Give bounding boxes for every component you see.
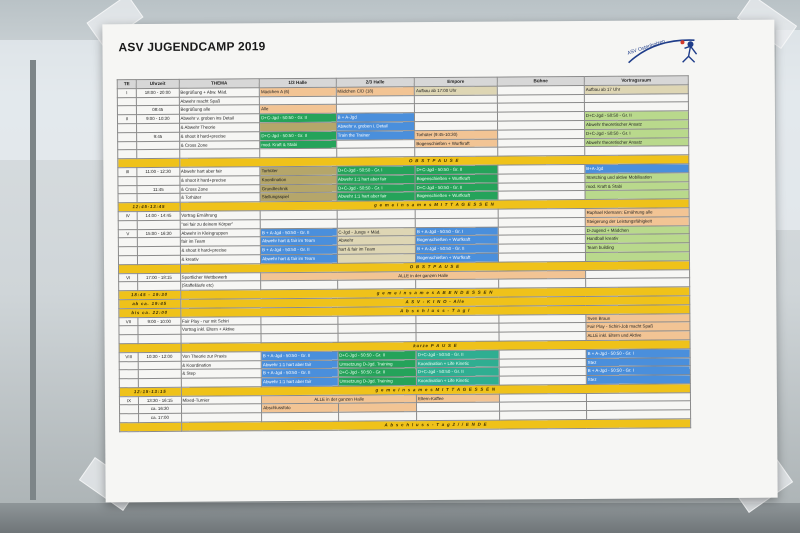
table-cell: Abwehr v. groben i. Detail: [336, 122, 415, 131]
band-label: O B S T P A U S E: [180, 260, 690, 272]
band-time: [118, 158, 180, 167]
table-cell: [119, 282, 138, 291]
table-cell: Abschlussfoto: [262, 404, 338, 413]
table-cell: Handball kreativ: [585, 234, 689, 244]
table-cell: ca. 17:00: [139, 414, 182, 423]
table-cell: Raphael Klemann: Ernährung alle: [585, 208, 689, 218]
table-cell: Train the Trainer: [336, 130, 415, 139]
table-cell: [138, 361, 181, 370]
table-body: [117, 85, 690, 432]
table-cell: & Koordination: [181, 360, 262, 369]
table-cell: [136, 97, 179, 106]
window-pane-left: [0, 40, 104, 160]
table-cell: & Abwehr Theorie: [179, 123, 260, 132]
table-cell: 17:00 - 18:15: [138, 273, 181, 282]
table-cell: B+A-Jgd: [585, 164, 689, 174]
band-time: [119, 343, 181, 352]
table-cell: Koordination: [260, 175, 336, 184]
table-cell: [117, 106, 136, 115]
table-cell: [118, 185, 137, 194]
table-cell: hart & fair im Team: [337, 245, 416, 254]
table-cell: [137, 238, 180, 247]
table-cell: Mädchen C/D (18): [336, 86, 415, 95]
table-cell: Abwehr hart & fair im Team: [261, 237, 337, 246]
table-cell: fair im Team: [180, 237, 261, 246]
table-cell-span: ALLE in der ganzen Halle: [261, 270, 586, 281]
table-cell: Abwehr hart aber fair: [179, 167, 260, 176]
col-header-empore: Empore: [414, 77, 497, 86]
table-cell: D+C-Jgd - 50:50 - Gr. II: [260, 113, 336, 122]
band-label: g e m e i n s a m e s M I T T A G E S S E N: [181, 384, 691, 396]
table-cell: mod. Kraft & Stabi: [260, 140, 336, 149]
table-cell: VII: [119, 317, 138, 326]
band-time: [120, 422, 182, 431]
table-cell: [137, 150, 180, 159]
table-cell: [118, 238, 137, 247]
band-label: g e m e i n s a m e s M I T T A G E S S E N: [180, 199, 690, 211]
col-header-te: TE: [117, 80, 136, 89]
club-logo: [624, 34, 704, 69]
table-cell: IX: [119, 396, 138, 405]
table-cell: Torhüter (9:45-10:30): [415, 130, 498, 139]
table-cell: [118, 150, 137, 159]
table-cell: D+C-Jgd - 50:50 - Gr. II: [260, 131, 336, 140]
table-cell: [118, 194, 137, 203]
table-cell: Stretching und aktive Mobilisation: [585, 173, 689, 183]
table-cell: D+C-Jgd - 50:50 - Gr. II: [416, 350, 499, 359]
table-cell: Abwehr 1:1 hart aber fair: [261, 360, 337, 369]
table-cell: 9:00 - 10:30: [137, 115, 180, 124]
band-time: 18:45 - 19:30: [119, 290, 181, 299]
table-cell: D+C-Jgd - 50:50 - Gr. II: [338, 350, 417, 359]
table-cell: [138, 326, 181, 335]
table-cell: Stez: [586, 357, 690, 367]
col-header-buehne: Bühne: [497, 76, 584, 85]
table-cell: Bogenschießen + Wurfkraft: [415, 191, 498, 200]
band-time: 12:15-13:15: [119, 387, 181, 396]
table-cell: B + A-Jgd - 50:50 - Gr. I: [415, 227, 498, 236]
table-cell: V: [118, 229, 137, 238]
table-cell: [118, 247, 137, 256]
table-cell: Eltern-Kaffee: [417, 394, 500, 403]
table-cell: Abwehr hart & fair im Team: [261, 254, 337, 263]
table-cell: & Cross Zone: [179, 140, 260, 149]
schedule-poster: [102, 20, 777, 503]
table-cell: Abwehr 1:1 hart aber fair: [262, 377, 338, 386]
table-cell: Mädchen A (6): [259, 87, 335, 96]
table-cell: 10:30 - 12:00: [138, 352, 181, 361]
table-cell: D+C-Jgd - 50:50 - Gr. II: [415, 165, 498, 174]
table-cell: Aufbau ab 17:00 Uhr: [414, 86, 497, 95]
table-cell: [119, 379, 138, 388]
table-cell: Bogenschießen + Wurfkraft: [415, 139, 498, 148]
table-cell: [137, 141, 180, 150]
table-cell: Abwehr theoretischer Ansatz: [585, 137, 689, 147]
table-cell: 18:00 - 20:00: [136, 88, 179, 97]
table-cell: & Torhüter: [180, 193, 261, 202]
table-cell: [118, 132, 137, 141]
table-cell: III: [118, 168, 137, 177]
table-cell: D+C-Jgd - 50:50 - Gr. I: [337, 183, 416, 192]
table-cell: D+C-Jgd - 50:50 - Gr. II: [338, 368, 417, 377]
band-label: A b s c h l u s s - T a g I: [180, 304, 690, 316]
table-cell: Alle: [260, 105, 336, 114]
poster-title: ASV JUGENDCAMP 2019: [118, 39, 266, 55]
schedule-table: [117, 75, 691, 432]
table-cell: Vortrag Ernährung: [180, 211, 261, 220]
table-cell: Begrüßung + Abw. Mäd.: [179, 88, 260, 97]
table-cell: Bogenschießen + Wurfkraft: [415, 235, 498, 244]
table-cell: [118, 124, 137, 133]
table-cell: VIII: [119, 352, 138, 361]
band-label: A S V - K I N O - Alle: [180, 296, 690, 308]
table-cell: Team building: [585, 243, 689, 253]
table-cell: & shoot it hard+precise: [179, 132, 260, 141]
band-time: bis ca. 22:00: [119, 308, 181, 317]
table-cell: [119, 405, 138, 414]
band-time: ab ca. 19:45: [119, 299, 181, 308]
col-header-thema: THEMA: [179, 79, 260, 88]
col-header-hall-1-3: 1/3 Halle: [259, 78, 335, 87]
band-time: [119, 264, 181, 273]
table-cell: B + A-Jgd - 50:50 - Gr. II: [261, 369, 337, 378]
table-cell: B + A-Jgd: [336, 113, 415, 122]
col-header-time: Uhrzeit: [136, 79, 179, 88]
table-cell: & shoot it hard+precise: [180, 246, 261, 255]
table-cell: 14:00 - 14:45: [137, 211, 180, 220]
table-cell: [138, 334, 181, 343]
table-cell: Fair Play - nur mit Schiri: [180, 316, 261, 325]
table-cell: Umsetzung D-Jgd. Training: [338, 359, 417, 368]
table-cell: [138, 370, 181, 379]
table-cell: [119, 370, 138, 379]
table-cell: [118, 220, 137, 229]
table-cell: D+C-Jgd - 50:50 - Gr. II: [415, 183, 498, 192]
table-cell: [138, 255, 181, 264]
table-cell: [138, 282, 181, 291]
logo-text: ASV Ostenholzen: [626, 38, 666, 57]
table-cell: [118, 176, 137, 185]
band-label: kurze P A U S E: [181, 340, 691, 352]
table-cell: [137, 176, 180, 185]
table-cell: (Staffelläufe etc): [180, 281, 261, 290]
table-cell: D+C-Jgd - 50:50 - Gr. II: [416, 367, 499, 376]
col-header-hall-2-3: 2/3 Halle: [336, 78, 415, 87]
table-cell: Abwehr 1:1 hart aber fair: [337, 192, 416, 201]
table-cell: Abwehr macht Spaß: [179, 96, 260, 105]
table-cell: & Cross Zone: [180, 184, 261, 193]
table-cell: [138, 378, 181, 387]
table-cell: I: [117, 88, 136, 97]
table-cell: [137, 220, 180, 229]
table-cell: IV: [118, 212, 137, 221]
table-cell: Bogenschießen + Wurfkraft: [416, 253, 499, 262]
table-cell: [118, 256, 137, 265]
table-cell: [119, 361, 138, 370]
table-cell: Bogenschießen + Wurfkraft: [415, 174, 498, 183]
col-header-vortragsraum: Vortragsraum: [584, 76, 688, 86]
table-cell: "sei fair zu deinem Körper": [180, 220, 261, 229]
table-cell: D+C-Jgd - 50:50 - Gr. II: [584, 111, 688, 121]
table-cell: C-Jgd - Jungs + Mäd.: [337, 227, 416, 236]
table-cell: Fair Play - Schiri-Job macht Spaß: [586, 322, 690, 332]
table-cell: 11:00 - 12:30: [137, 167, 180, 176]
table-cell: 11:45: [137, 185, 180, 194]
table-cell: 9:00 - 10:00: [138, 317, 181, 326]
table-cell: VI: [119, 273, 138, 282]
table-cell: Torhüter: [260, 166, 336, 175]
table-cell: mod. Kraft & Stabi: [585, 181, 689, 191]
table-cell: B + A-Jgd - 50:50 - Gr. I: [586, 348, 690, 358]
table-cell: D+C-Jgd - 50:50 - Gr. I: [585, 129, 689, 139]
table-cell: Vortrag inkl. Eltern + Aktive: [180, 325, 261, 334]
table-cell: Umsetzung D-Jgd. Training: [338, 377, 417, 386]
table-cell: Begrüßung alle: [179, 105, 260, 114]
table-cell: & Step: [181, 369, 262, 378]
table-cell: [137, 246, 180, 255]
table-cell: Abwehr: [337, 236, 416, 245]
table-cell: & shoot it hard+precise: [179, 176, 260, 185]
table-cell: [137, 194, 180, 203]
table-cell: Abwehr 1:1 hart aber fair: [337, 174, 416, 183]
band-time: 12:45-13:45: [118, 202, 180, 211]
table-cell: Sportlicher Wettbewerb: [180, 272, 261, 281]
table-cell: Abwehr theoretischer Ansatz: [584, 120, 688, 130]
table-cell-span: ALLE in der ganzen Halle: [262, 394, 417, 404]
table-cell: Sven Braun: [586, 313, 690, 323]
table-cell: B + A-Jgd - 50:50 - Gr. II: [261, 245, 337, 254]
band-label: O B S T P A U S E: [179, 155, 689, 167]
table-cell: Stellungsspiel: [260, 193, 336, 202]
band-label: g e m e i n s a m e s A B E N D E S S E N: [180, 287, 690, 299]
table-cell: & kreativ: [180, 255, 261, 264]
table-cell: B + A-Jgd - 50:50 - Gr. II: [260, 228, 336, 237]
table-cell: Koordination + Life Kinetic: [416, 376, 499, 385]
table-cell: [118, 141, 137, 150]
table-cell: 15:00 - 16:30: [137, 229, 180, 238]
table-cell: [120, 414, 139, 423]
table-cell: Abwehr v. groben ins Detail: [179, 114, 260, 123]
table-cell: [119, 326, 138, 335]
table-cell: D-Jugend + Mädchen: [585, 225, 689, 235]
window-frame-left: [30, 60, 36, 500]
table-cell: Von Theorie zur Praxis: [181, 351, 262, 360]
table-cell: Grundtechnik: [260, 184, 336, 193]
band-label: A b s c h l u s s - T a g 2 / / E N D E: [181, 419, 691, 431]
table-cell: [137, 123, 180, 132]
table-cell: ca. 16:30: [139, 405, 182, 414]
table-cell: Mixed-Turnier: [181, 395, 262, 404]
table-cell: 08:45: [137, 106, 180, 115]
table-cell: B + A-Jgd - 50:50 - Gr. II: [261, 351, 337, 360]
window-pane-right: [776, 30, 800, 230]
table-cell: [117, 97, 136, 106]
table-cell: Aufbau ab 17 Uhr: [584, 85, 688, 95]
table-cell: B + A-Jgd - 50:50 - Gr. I: [586, 366, 690, 376]
table-cell: B + A-Jgd - 50:50 - Gr. II: [416, 244, 499, 253]
table-cell: Stez: [586, 375, 690, 385]
table-cell: Steigerung der Leistungsfähigkeit: [585, 217, 689, 227]
table-cell: [119, 335, 138, 344]
table-cell: 13:30 - 16:15: [139, 396, 182, 405]
table-cell: Abwehr in Kleingruppen: [180, 228, 261, 237]
table-cell: II: [117, 115, 136, 124]
table-cell: 9:45: [137, 132, 180, 141]
table-cell: Koordination + Life Kinetic: [416, 359, 499, 368]
table-cell: D+C-Jgd - 50:50 - Gr. I: [336, 166, 415, 175]
table-cell: ALLE inkl. Eltern und Aktive: [586, 331, 690, 341]
